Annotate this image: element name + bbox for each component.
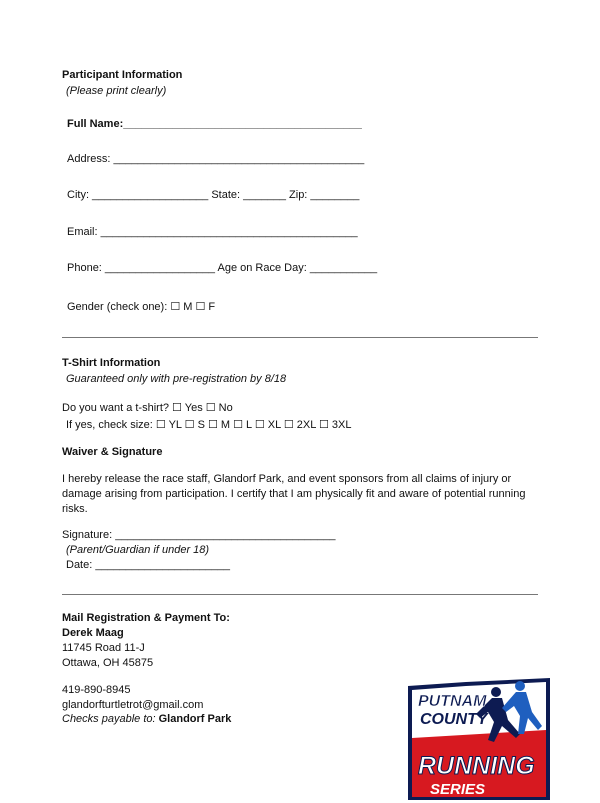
phone-age-field[interactable]: Phone: __________________ Age on Race Day: ___________: [67, 262, 378, 274]
mail-heading: Mail Registration & Payment To:: [62, 612, 230, 624]
date-field[interactable]: Date: ______________________: [66, 559, 230, 571]
participant-subheading: (Please print clearly): [66, 85, 167, 97]
address-field[interactable]: Address: _________________________________________: [67, 153, 365, 165]
tshirt-sizes[interactable]: If yes, check size: ☐ YL ☐ S ☐ M ☐ L ☐ XL ☐ 2XL ☐ 3XL: [66, 419, 352, 431]
tshirt-question[interactable]: Do you want a t-shirt? ☐ Yes ☐ No: [62, 402, 233, 414]
waiver-text: I hereby release the race staff, Glandorf Park, and event sponsors from all claims of injury or damage arising from participation. I certify that I am physically fit and aware of potential running risks.: [62, 473, 526, 515]
logo-line4: SERIES: [430, 781, 486, 798]
mail-name: Derek Maag: [62, 627, 124, 639]
mail-street: 11745 Road 11-J: [62, 642, 145, 654]
city-state-zip-field[interactable]: City: ___________________ State: _______ Zip: ________: [67, 189, 360, 201]
logo-line1: PUTNAM: [418, 693, 487, 710]
checks-label: Checks payable to:: [62, 713, 156, 725]
mail-email: glandorfturtletrot@gmail.com: [62, 699, 204, 711]
checks-payable-line: [62, 713, 231, 725]
gender-field[interactable]: Gender (check one): ☐ M ☐ F: [67, 301, 216, 313]
tshirt-heading: T-Shirt Information: [62, 357, 161, 369]
logo-graphic: [404, 672, 554, 800]
mail-city: Ottawa, OH 45875: [62, 657, 154, 669]
putnam-county-running-series-logo: [404, 672, 554, 800]
full-name-field[interactable]: Full Name:_______________________________________: [67, 118, 362, 130]
tshirt-note: Guaranteed only with pre-registration by 8/18: [66, 373, 287, 385]
checks-payee: Glandorf Park: [158, 713, 232, 725]
guardian-note: (Parent/Guardian if under 18): [66, 544, 210, 556]
divider: [62, 337, 538, 338]
waiver-heading: Waiver & Signature: [62, 446, 163, 458]
divider: [62, 594, 538, 595]
logo-line3: RUNNING: [418, 752, 535, 780]
signature-field[interactable]: Signature: ____________________________________: [62, 529, 336, 541]
logo-line2: COUNTY: [420, 711, 488, 728]
email-field[interactable]: Email: __________________________________________: [67, 226, 358, 238]
mail-phone: 419-890-8945: [62, 684, 131, 696]
participant-heading: Participant Information: [62, 69, 183, 81]
